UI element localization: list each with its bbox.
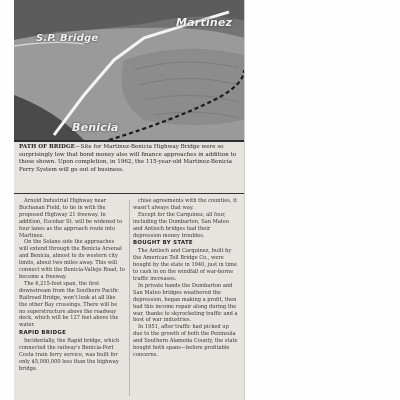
map-label-sp-bridge: S.P. Bridge bbox=[36, 33, 99, 44]
article-paragraph: The Antioch and Carquinez, built by the American Toll Bridge Co., were bought by the state in 1940, just in time to cash in on the windfall of war-borne traffic increases. bbox=[133, 248, 237, 282]
article-column-right bbox=[133, 198, 239, 359]
caption-head: PATH OF BRIDGE bbox=[19, 144, 75, 150]
article-paragraph: Incidentally, the Rapid bridge, which connected the railway's Benicia-Port Costa train ferry service, was built for only $5,000,000 less than the highway bridge. bbox=[19, 338, 120, 372]
caption-text: —Site for Martinez-Benicia Highway Bridge were so surprisingly low that bond money also will finance approaches in addition to those shown. Upon completion, in 1962, the 115-year-old Martinez-Benicia Ferry System will go out of business. bbox=[19, 144, 237, 173]
article-subhead: RAPID BRIDGE bbox=[19, 330, 67, 337]
article-body bbox=[14, 196, 244, 400]
article-paragraph: In 1951, after traffic had picked up due to the growth of both the Peninsula and Southern Alameda County, the state bought both spans—before profitable concerns. bbox=[133, 324, 238, 358]
newspaper-clipping bbox=[14, 0, 244, 400]
column-divider bbox=[129, 200, 130, 396]
photo-caption bbox=[14, 142, 244, 194]
article-column-left bbox=[19, 198, 125, 373]
article-paragraph: Except for the Carquinez, all four, including the Dumbarton, San Mateo and Antioch bridges had their depression money troubles. bbox=[133, 211, 230, 239]
article-paragraph: Arnold Industrial Highway near Buchanan Field, to tie in with the proposed Highway 21 freeway. In addition, Escobar St. will be widened to four lanes as the approach route into Martinez. bbox=[19, 198, 123, 239]
article-paragraph: The 6,215-foot span, the first downstream from the Southern Pacific Railroad Bridge, won't look at all like the other Bay crossings. There will be no superstructure above the roadway deck, which will be 127 feet above the water. bbox=[19, 280, 119, 329]
aerial-photo bbox=[14, 0, 244, 142]
article-paragraph: In private hands the Dumbarton and San Mateo bridges weathered the depression, began making a profit, then had this income repair along during the war, thanks to skyrocketing traffic and a host of war industries. bbox=[133, 282, 238, 324]
article-paragraph: On the Solano side the approaches will extend through the Benicia Arsenal and Benicia, almost to its western city limits, about two miles away. This will connect with the Benicia-Vallejo Road, to become a freeway. bbox=[19, 239, 125, 280]
map-label-benicia: Benicia bbox=[72, 121, 119, 134]
article-paragraph: chise agreements with the counties, it wasn't always that way. bbox=[133, 198, 237, 211]
article-subhead: BOUGHT BY STATE bbox=[133, 240, 193, 247]
map-label-martinez: Martinez bbox=[176, 16, 233, 29]
